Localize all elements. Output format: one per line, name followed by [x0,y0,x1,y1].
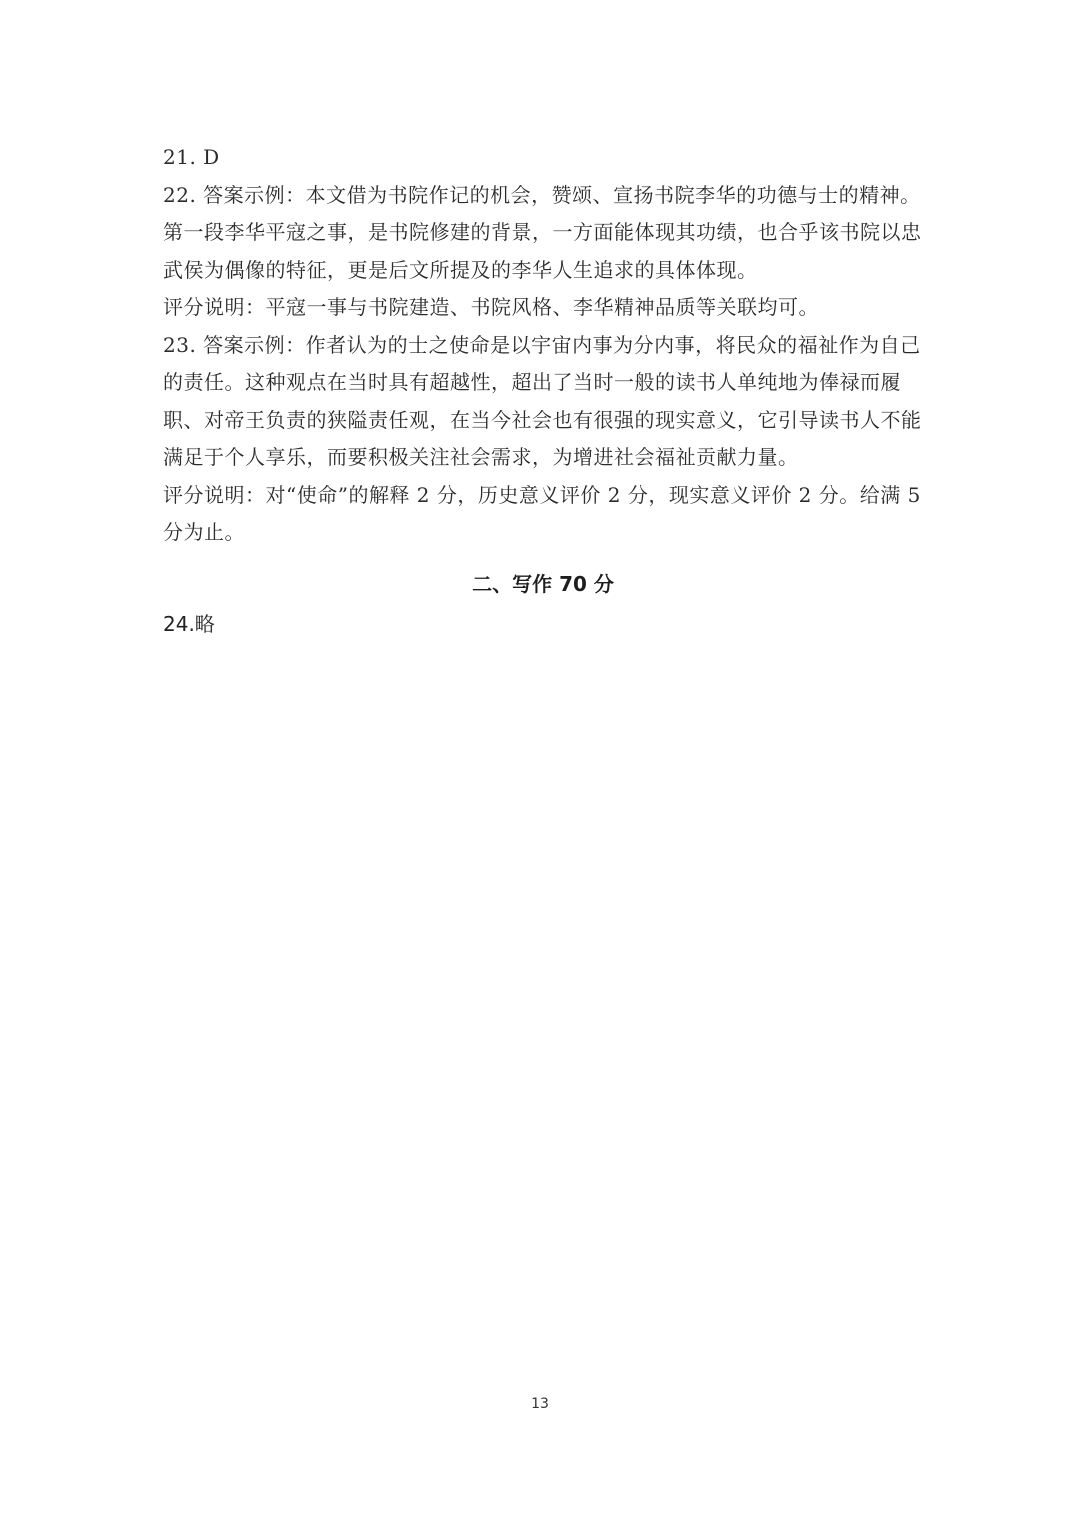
answer-21: 21. D [163,145,220,169]
section-heading-writing: 二、写作 70 分 [472,571,614,596]
scoring-note-22: 评分说明：平寇一事与书院建造、书院风格、李华精神品质等关联均可。 [163,295,819,319]
answer-22: 22. 答案示例：本文借为书院作记的机会，赞颂、宣扬书院李华的功德与士的精神。第一段李华平寇之事，是书院修建的背景，一方面能体现其功绩，也合乎该书院以忠武侯为偶像的特征，更是后文所提及的李华人生追求的具体体现。 [163,182,922,282]
answer-24: 24.略 [163,611,215,636]
page-number: 13 [531,1396,549,1412]
answer-23: 23. 答案示例：作者认为的士之使命是以宇宙内事为分内事，将民众的福祉作为自己的责任。这种观点在当时具有超越性，超出了当时一般的读书人单纯地为俸禄而履职、对帝王负责的狭隘责任观，在当今社会也有很强的现实意义，它引导读书人不能满足于个人享乐，而要积极关注社会需求，为增进社会福祉贡献力量。 [163,332,922,469]
scoring-note-23: 评分说明：对“使命”的解释 2 分，历史意义评价 2 分，现实意义评价 2 分。给满 5 分为止。 [163,482,921,544]
answer-content [163,139,923,644]
